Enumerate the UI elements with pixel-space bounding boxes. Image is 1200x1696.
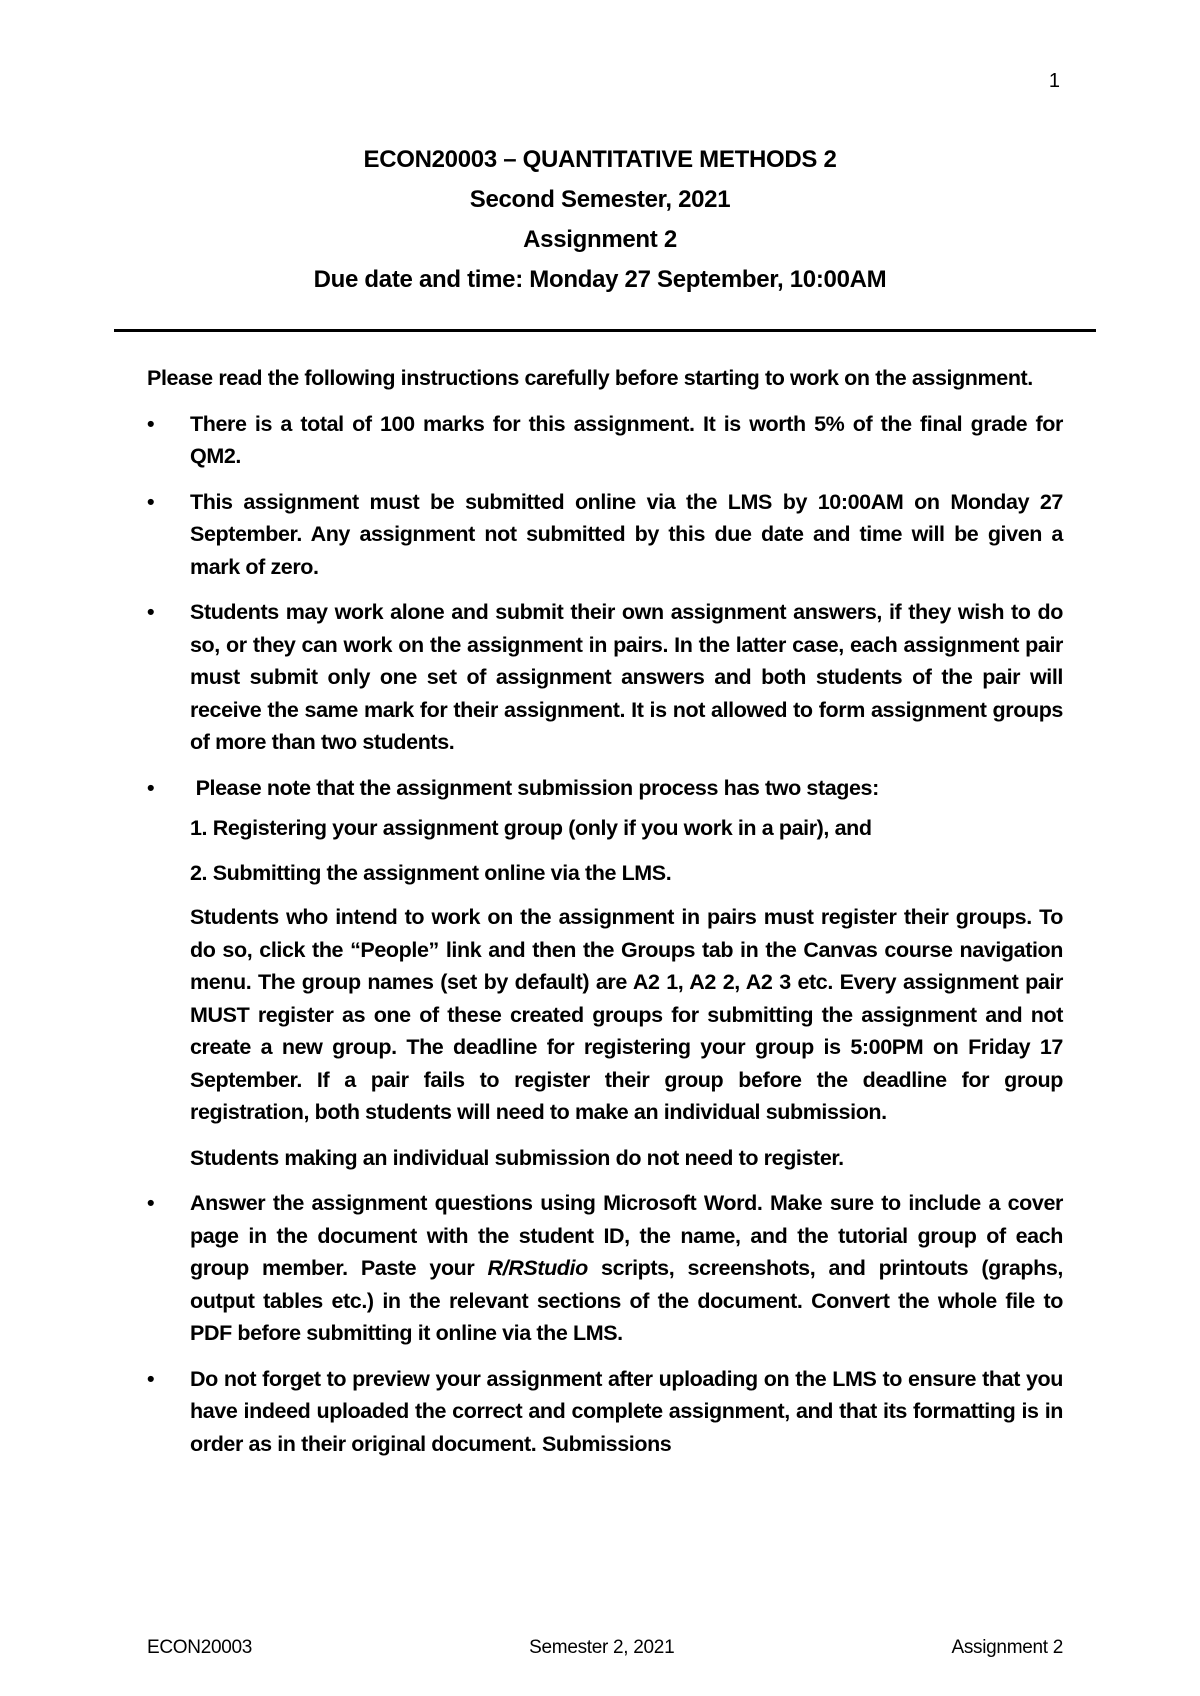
software-name: R/RStudio bbox=[487, 1256, 588, 1280]
bullet-text: Do not forget to preview your assignment after uploading on the LMS to ensure that you have indeed uploaded the correct and complete assignment, and that its formatting is in order as in their original document. Submissions bbox=[190, 1366, 1063, 1456]
bullet-item-submission-process bbox=[147, 772, 1063, 805]
bullet-text: This assignment must be submitted online via the LMS by 10:00AM on Monday 27 September. Any assignment not submitted by this due date and time will be given a mark of zero. bbox=[190, 489, 1063, 579]
page-number: 1 bbox=[1048, 70, 1060, 92]
step-1-text: 1. Registering your assignment group (only if you work in a pair), and bbox=[190, 816, 872, 840]
group-registration-paragraph: Students who intend to work on the assignment in pairs must register their groups. To do so, click the “People” link and then the Groups tab in the Canvas course navigation menu. The group names (set by default) are A2 1, A2 2, A2 3 etc. Every assignment pair MUST register as one of these created groups for submitting the assignment and not create a new group. The deadline for registering your group is 5:00PM on Friday 17 September. If a pair fails to register their group before the deadline for group registration, both students will need to make an individual submission. bbox=[190, 905, 1063, 1124]
step-2-text: 2. Submitting the assignment online via the LMS. bbox=[190, 860, 672, 885]
page-footer bbox=[147, 1637, 1063, 1659]
footer-assignment: Assignment 2 bbox=[951, 1637, 1063, 1658]
intro-paragraph: Please read the following instructions carefully before starting to work on the assignment. bbox=[147, 366, 1033, 390]
horizontal-rule bbox=[114, 329, 1096, 332]
bullet-item-submission-deadline bbox=[147, 486, 1063, 584]
due-date-title: Due date and time: Monday 27 September, 10:00AM bbox=[313, 266, 887, 293]
bullet-text: Please note that the assignment submission process has two stages: bbox=[190, 775, 879, 800]
footer-semester: Semester 2, 2021 bbox=[529, 1637, 675, 1658]
bullet-text bbox=[190, 1187, 1063, 1350]
bullet-item-pairs bbox=[147, 596, 1063, 759]
bullet-item-preview bbox=[147, 1363, 1063, 1461]
bullet-text: Students may work alone and submit their own assignment answers, if they wish to do so, or they can work on the assignment in pairs. In the latter case, each assignment pair must submit only one set of assignment answers and both students of the pair will receive the same mark for their assignment. It is not allowed to form assignment groups of more than two students. bbox=[190, 600, 1063, 754]
bullet-text: There is a total of 100 marks for this assignment. It is worth 5% of the final grade for QM2. bbox=[190, 411, 1063, 468]
footer-course-code: ECON20003 bbox=[147, 1637, 253, 1658]
course-title: ECON20003 – QUANTITATIVE METHODS 2 bbox=[363, 146, 837, 173]
bullet-item-marks bbox=[147, 408, 1063, 473]
semester-title: Second Semester, 2021 bbox=[469, 186, 731, 213]
title-block bbox=[0, 140, 1200, 300]
bullet-icon: • bbox=[147, 489, 155, 514]
individual-submission-note: Students making an individual submission do not need to register. bbox=[190, 1145, 844, 1170]
bullet-icon: • bbox=[147, 1366, 155, 1391]
bullet-item-word-format bbox=[147, 1187, 1063, 1350]
bullet-icon: • bbox=[147, 411, 155, 436]
instructions-body bbox=[147, 362, 1063, 1473]
assignment-title: Assignment 2 bbox=[523, 226, 677, 253]
bullet-icon: • bbox=[147, 600, 155, 624]
bullet-text-part: Answer the assignment questions using Microsoft Word. Make sure to include a cover page in the document with the student ID, the name, and the tutorial group of each group member. Paste your bbox=[190, 1191, 1063, 1280]
bullet-icon: • bbox=[147, 775, 155, 800]
bullet-icon: • bbox=[147, 1191, 155, 1215]
bullet-text-part: scripts, screenshots, and printouts (graphs, output tables etc.) in the relevant sections of the document. Convert the whole file to PDF before submitting it online via the LMS. bbox=[190, 1256, 1063, 1345]
